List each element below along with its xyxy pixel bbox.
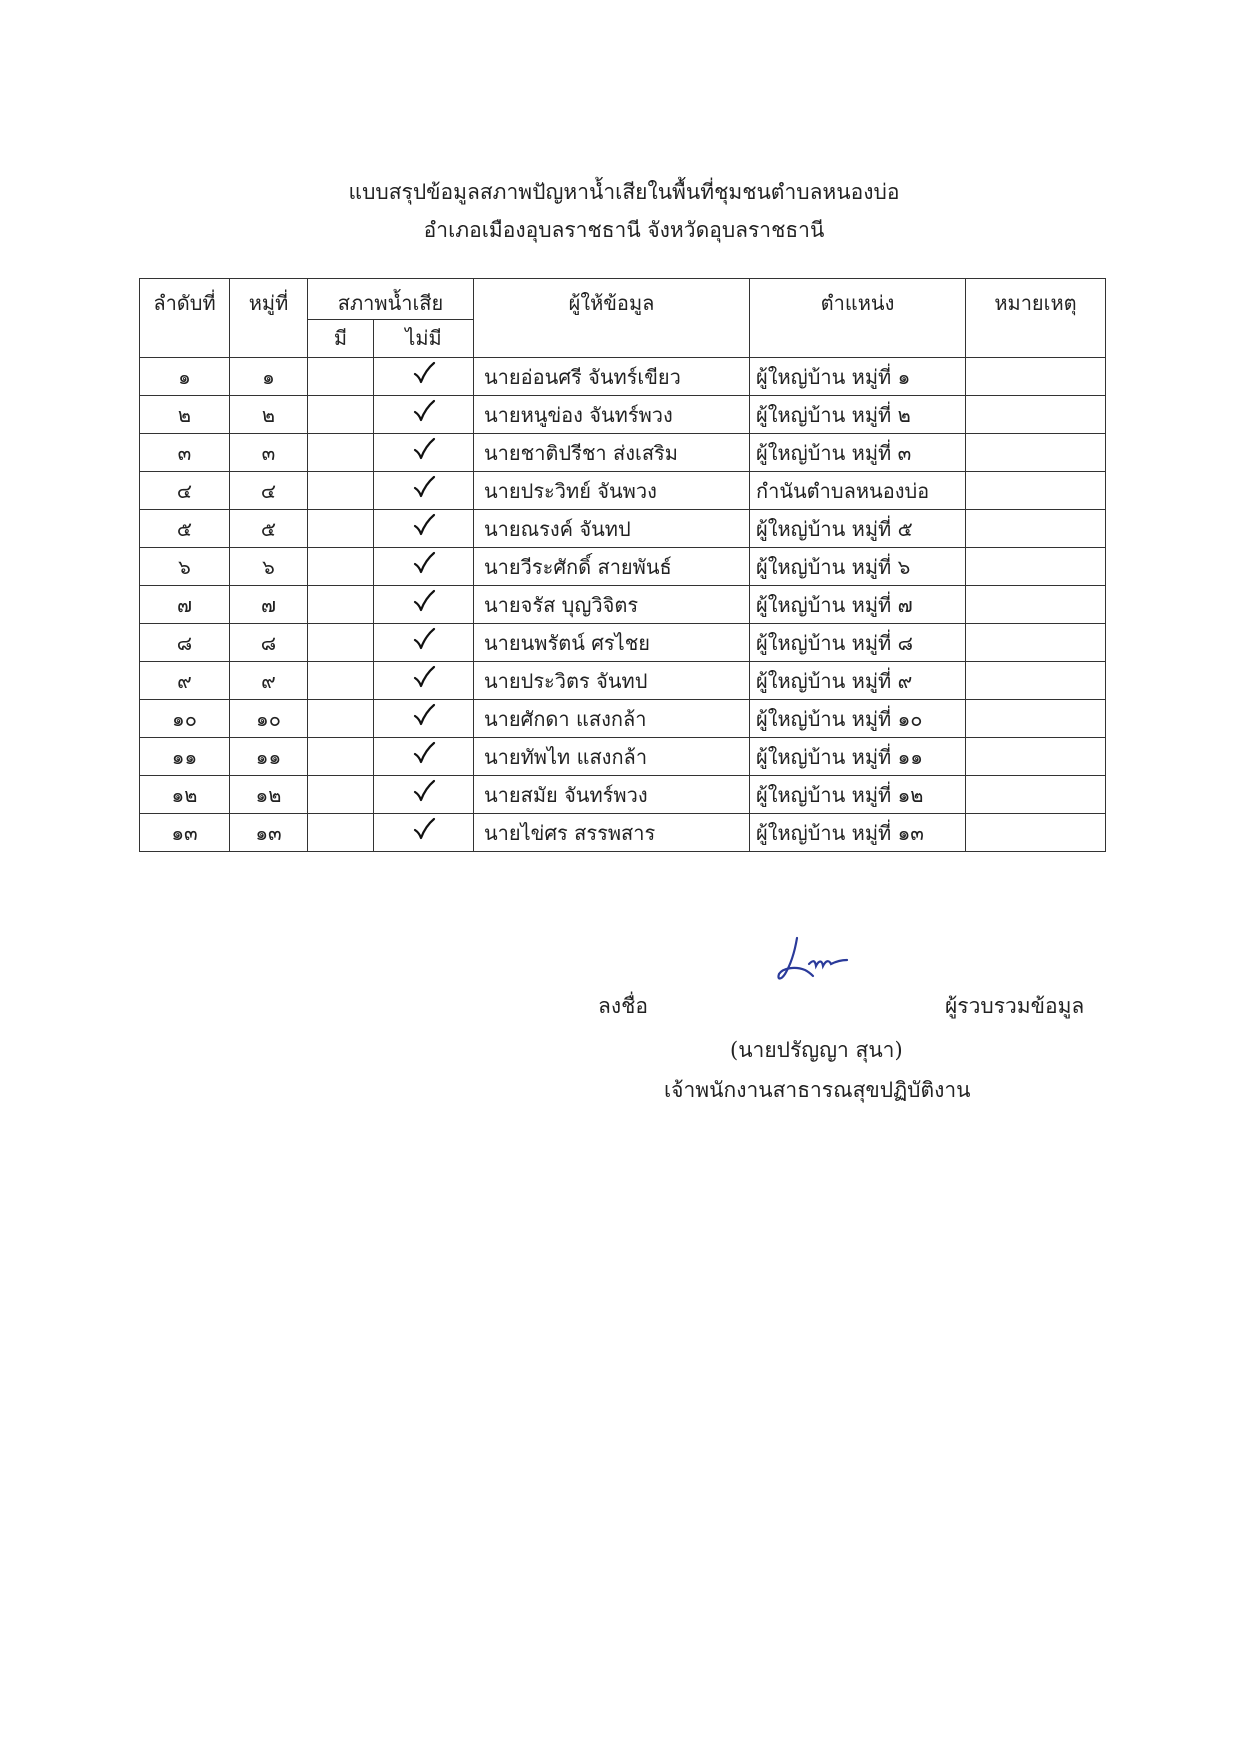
cell-remark (966, 776, 1106, 814)
cell-remark (966, 700, 1106, 738)
cell-remark (966, 586, 1106, 624)
header-informant: ผู้ให้ข้อมูล (474, 279, 750, 358)
header-has-not: ไม่มี (374, 320, 474, 358)
cell-village: ๗ (230, 586, 308, 624)
cell-has (308, 548, 374, 586)
cell-position: ผู้ใหญ่บ้าน หมู่ที่ ๗ (750, 586, 966, 624)
cell-has-not (374, 434, 474, 472)
cell-order: ๔ (140, 472, 230, 510)
signer-name: (นายปรัญญา สุนา) (730, 1038, 903, 1062)
table-row (140, 700, 1106, 738)
cell-position: ผู้ใหญ่บ้าน หมู่ที่ ๘ (750, 624, 966, 662)
cell-informant: นายไข่ศร สรรพสาร (474, 814, 750, 852)
cell-position: ผู้ใหญ่บ้าน หมู่ที่ ๓ (750, 434, 966, 472)
checkmark-icon (412, 399, 436, 423)
cell-village: ๖ (230, 548, 308, 586)
checkmark-icon (412, 475, 436, 499)
cell-remark (966, 662, 1106, 700)
cell-has (308, 396, 374, 434)
cell-informant: นายอ่อนศรี จันทร์เขียว (474, 358, 750, 396)
table-row (140, 510, 1106, 548)
cell-informant: นายทัพไท แสงกล้า (474, 738, 750, 776)
cell-has-not (374, 472, 474, 510)
cell-order: ๑๐ (140, 700, 230, 738)
cell-village: ๙ (230, 662, 308, 700)
signer-position: เจ้าพนักงานสาธารณสุขปฏิบัติงาน (664, 1078, 971, 1102)
cell-has (308, 358, 374, 396)
cell-has (308, 472, 374, 510)
document-title-line1: แบบสรุปข้อมูลสภาพปัญหาน้ำเสียในพื้นที่ชุมชนตำบลหนองบ่อ (348, 180, 900, 204)
cell-village: ๕ (230, 510, 308, 548)
checkmark-icon (412, 589, 436, 613)
cell-has (308, 510, 374, 548)
checkmark-icon (412, 437, 436, 461)
cell-position: กำนันตำบลหนองบ่อ (750, 472, 966, 510)
header-position: ตำแหน่ง (750, 279, 966, 358)
cell-remark (966, 434, 1106, 472)
checkmark-icon (412, 741, 436, 765)
signature-label: ลงชื่อ (598, 994, 648, 1018)
cell-village: ๑ (230, 358, 308, 396)
cell-village: ๘ (230, 624, 308, 662)
cell-has (308, 814, 374, 852)
cell-order: ๗ (140, 586, 230, 624)
cell-remark (966, 548, 1106, 586)
signature-role: ผู้รวบรวมข้อมูล (945, 994, 1085, 1018)
cell-position: ผู้ใหญ่บ้าน หมู่ที่ ๕ (750, 510, 966, 548)
cell-village: ๔ (230, 472, 308, 510)
cell-order: ๑๒ (140, 776, 230, 814)
cell-informant: นายประวิทย์ จันพวง (474, 472, 750, 510)
cell-order: ๒ (140, 396, 230, 434)
cell-order: ๑๓ (140, 814, 230, 852)
cell-position: ผู้ใหญ่บ้าน หมู่ที่ ๑๒ (750, 776, 966, 814)
header-village: หมู่ที่ (230, 279, 308, 358)
cell-position: ผู้ใหญ่บ้าน หมู่ที่ ๙ (750, 662, 966, 700)
cell-remark (966, 472, 1106, 510)
cell-informant: นายนพรัตน์ ศรไชย (474, 624, 750, 662)
table-row (140, 662, 1106, 700)
cell-village: ๑๐ (230, 700, 308, 738)
wastewater-summary-table (139, 278, 1106, 852)
cell-remark (966, 396, 1106, 434)
cell-village: ๓ (230, 434, 308, 472)
checkmark-icon (412, 779, 436, 803)
cell-order: ๙ (140, 662, 230, 700)
cell-has-not (374, 662, 474, 700)
cell-order: ๕ (140, 510, 230, 548)
cell-village: ๑๒ (230, 776, 308, 814)
table-row (140, 548, 1106, 586)
cell-remark (966, 358, 1106, 396)
cell-order: ๘ (140, 624, 230, 662)
checkmark-icon (412, 361, 436, 385)
header-wastewater: สภาพน้ำเสีย (308, 279, 474, 320)
cell-informant: นายประวิตร จันทป (474, 662, 750, 700)
handwritten-signature (775, 930, 855, 990)
cell-informant: นายณรงค์ จันทป (474, 510, 750, 548)
table-row (140, 472, 1106, 510)
cell-informant: นายสมัย จันทร์พวง (474, 776, 750, 814)
cell-has-not (374, 814, 474, 852)
cell-position: ผู้ใหญ่บ้าน หมู่ที่ ๑๐ (750, 700, 966, 738)
checkmark-icon (412, 551, 436, 575)
table-row (140, 434, 1106, 472)
cell-remark (966, 814, 1106, 852)
cell-position: ผู้ใหญ่บ้าน หมู่ที่ ๖ (750, 548, 966, 586)
cell-village: ๑๑ (230, 738, 308, 776)
cell-village: ๑๓ (230, 814, 308, 852)
cell-informant: นายศักดา แสงกล้า (474, 700, 750, 738)
cell-remark (966, 510, 1106, 548)
checkmark-icon (412, 665, 436, 689)
cell-order: ๓ (140, 434, 230, 472)
cell-has-not (374, 358, 474, 396)
header-order: ลำดับที่ (140, 279, 230, 358)
cell-order: ๖ (140, 548, 230, 586)
cell-has-not (374, 510, 474, 548)
cell-has (308, 586, 374, 624)
table-row (140, 586, 1106, 624)
cell-has-not (374, 738, 474, 776)
cell-informant: นายวีระศักดิ์ สายพันธ์ (474, 548, 750, 586)
cell-position: ผู้ใหญ่บ้าน หมู่ที่ ๒ (750, 396, 966, 434)
cell-has (308, 776, 374, 814)
header-remark: หมายเหตุ (966, 279, 1106, 358)
table-row (140, 358, 1106, 396)
cell-remark (966, 738, 1106, 776)
checkmark-icon (412, 513, 436, 537)
cell-has-not (374, 624, 474, 662)
cell-has-not (374, 548, 474, 586)
cell-informant: นายหนูข่อง จันทร์พวง (474, 396, 750, 434)
cell-has (308, 662, 374, 700)
cell-village: ๒ (230, 396, 308, 434)
checkmark-icon (412, 703, 436, 727)
table-row (140, 776, 1106, 814)
cell-informant: นายชาติปรีชา ส่งเสริม (474, 434, 750, 472)
cell-has-not (374, 700, 474, 738)
cell-position: ผู้ใหญ่บ้าน หมู่ที่ ๑๓ (750, 814, 966, 852)
document-title-line2: อำเภอเมืองอุบลราชธานี จังหวัดอุบลราชธานี (423, 218, 825, 242)
cell-has (308, 700, 374, 738)
table-body (140, 358, 1106, 852)
cell-has (308, 624, 374, 662)
cell-order: ๑ (140, 358, 230, 396)
cell-has-not (374, 586, 474, 624)
header-has: มี (308, 320, 374, 358)
cell-has-not (374, 396, 474, 434)
table-row (140, 624, 1106, 662)
cell-has (308, 434, 374, 472)
table-row (140, 396, 1106, 434)
cell-position: ผู้ใหญ่บ้าน หมู่ที่ ๑ (750, 358, 966, 396)
table-row (140, 814, 1106, 852)
cell-order: ๑๑ (140, 738, 230, 776)
cell-has-not (374, 776, 474, 814)
checkmark-icon (412, 817, 436, 841)
table-row (140, 738, 1106, 776)
cell-remark (966, 624, 1106, 662)
cell-informant: นายจรัส บุญวิจิตร (474, 586, 750, 624)
checkmark-icon (412, 627, 436, 651)
cell-position: ผู้ใหญ่บ้าน หมู่ที่ ๑๑ (750, 738, 966, 776)
cell-has (308, 738, 374, 776)
